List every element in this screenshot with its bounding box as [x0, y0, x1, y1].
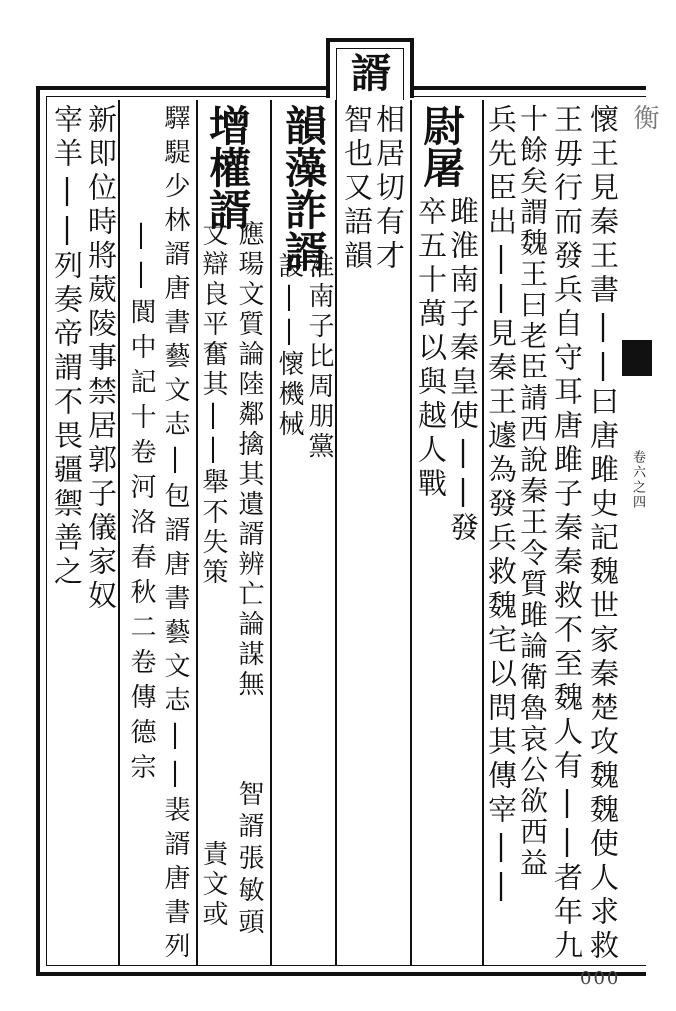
heading-character: 諝 — [351, 50, 391, 97]
text-column: 懷王見秦王書||曰唐雎史記魏世家秦楚攻魏魏使人求救 — [586, 104, 620, 964]
text-column: 宰羊||列奏帝謂不畏疆禦善之 — [50, 104, 84, 590]
text-column: 十餘矣謂魏王曰老臣請西說秦王令質雎論衛魯哀公欲西益 — [516, 104, 549, 879]
column-divider — [118, 100, 120, 966]
margin-fragment: 衡 — [629, 104, 659, 136]
text-column: 兵先臣出||見秦王遽為發兵救魏宅以問其傳宰|| — [484, 104, 518, 906]
text-column: 驛騠少林諝唐書藝文志|包諝唐書藝文志||裴諝唐書列 — [160, 104, 190, 966]
text-column: 設||懷機械 — [274, 252, 304, 440]
text-column: 淮南子比周朋黨 — [304, 252, 334, 462]
column-divider — [410, 100, 412, 966]
margin-folio: 卷六之四 — [630, 450, 645, 510]
text-column: ||閬中記十卷河洛春秋二卷傳德宗 — [126, 220, 156, 788]
page-number: 000 — [580, 968, 621, 989]
entry-heading: 韻藻詐諝 — [279, 104, 328, 272]
text-column: 智諝張敏頭 — [234, 780, 264, 940]
column-divider — [335, 100, 337, 966]
text-column: 責文或 — [198, 840, 228, 930]
definition-column: 智也又語韻 — [340, 104, 374, 274]
column-divider — [270, 100, 272, 966]
entry-heading: 尉屠 — [417, 104, 466, 188]
entry-heading: 增權諝 — [203, 104, 252, 230]
text-column: 王毋行而發兵自守耳唐雎子秦秦救不至魏人有||者年九 — [550, 104, 584, 964]
margin-black-bar — [622, 340, 652, 376]
text-column: 雎淮南子秦皇使||發 — [446, 196, 480, 546]
definition-column: 相居切有才 — [372, 104, 406, 274]
text-column: 文辯良平奮其||舉不失策 — [198, 220, 228, 588]
text-column: 新即位時將葳陵事禁居郭子儀家奴 — [84, 104, 118, 614]
text-column: 卒五十萬以與越人戰 — [414, 196, 448, 502]
text-column: 應瑒文質論陸鄰擒其遺諝辨亡論謀無 — [234, 220, 264, 700]
